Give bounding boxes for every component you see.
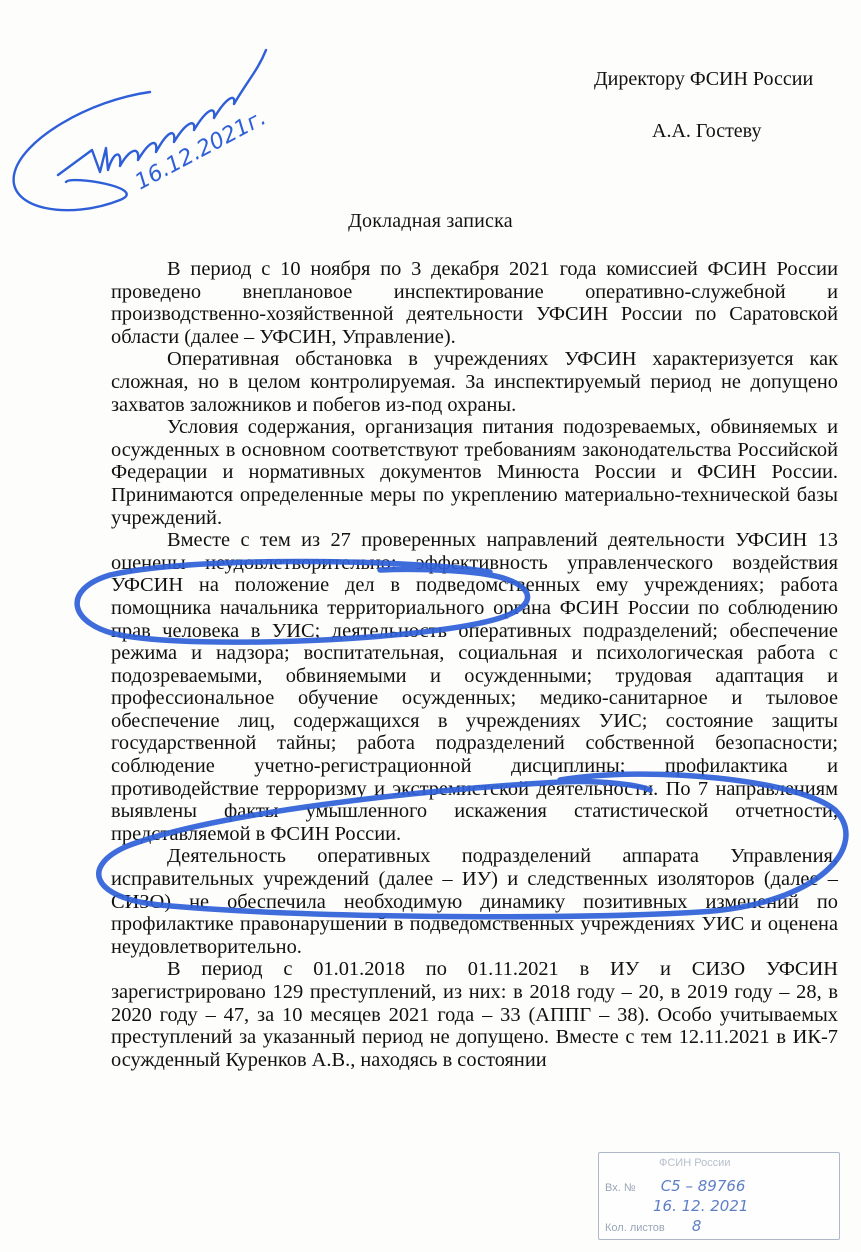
stamp-sheets-value: 8 <box>691 1217 702 1235</box>
paragraph-5: Деятельность оперативных подразделений аппарата Управления, исправительных учреждений (далее – ИУ) и следственных изоляторов (далее – СИЗО) не обеспечила необходимую динамику позитивных изменений по профилактике правонарушений в подведомственных учреждениях УИС и оценена неудовлетворительно. <box>111 845 838 958</box>
resolution-signature-icon <box>14 50 266 210</box>
stamp-in-number: С5 – 89766 <box>660 1177 746 1195</box>
resolution-date: 16.12.2021г. <box>131 105 271 196</box>
stamp-org: ФСИН России <box>659 1157 731 1169</box>
stamp-sheets-label: Кол. листов <box>605 1222 665 1234</box>
stamp-row-number <box>605 1177 745 1195</box>
registration-stamp <box>598 1152 840 1240</box>
stamp-row-sheets <box>605 1217 701 1235</box>
paragraph-6: В период с 01.01.2018 по 01.11.2021 в ИУ и СИЗО УФСИН зарегистрировано 129 преступлений, из них: в 2018 году – 20, в 2019 году – 28, в 2020 году – 47, за 10 месяцев 2021 года – 33 (АППГ – 38). Особо учитываемых преступлений за указанный период не допущено. Вместе с тем 12.11.2021 в ИК-7 осужденный Куренков А.В., находясь в состоянии <box>111 958 838 1071</box>
document-body <box>111 258 838 1071</box>
paragraph-1: В период с 10 ноября по 3 декабря 2021 года комиссией ФСИН России проведено внеплановое инспектирование оперативно-служебной и производственно-хозяйственной деятельности УФСИН России по Саратовской области (далее – УФСИН, Управление). <box>111 258 838 348</box>
stamp-row-date <box>653 1197 748 1215</box>
stamp-in-label: Вх. № <box>605 1182 636 1194</box>
paragraph-2: Оперативная обстановка в учреждениях УФСИН характеризуется как сложная, но в целом контролируемая. За инспектируемый период не допущено захватов заложников и побегов из-под охраны. <box>111 348 838 416</box>
stamp-date-value: 16. 12. 2021 <box>653 1197 749 1215</box>
paragraph-4: Вместе с тем из 27 проверенных направлений деятельности УФСИН 13 оценены неудовлетворительно: эффективность управленческого воздействия УФСИН на положение дел в подведомственных ему учреждениях; работа помощника начальника территориального органа ФСИН России по соблюдению прав человека в УИС; деятельность оперативных подразделений; обеспечение режима и надзора; воспитательная, социальная и психологическая работа с подозреваемыми, обвиняемыми и осужденными; трудовая адаптация и профессиональное обучение осужденных; медико-санитарное и тыловое обеспечение лиц, содержащихся в учреждениях УИС; состояние защиты государственной тайны; работа подразделений собственной безопасности; соблюдение учетно-регистрационной дисциплины; профилактика и противодействие терроризму и экстремистской деятельности. По 7 направлениям выявлены факты умышленного искажения статистической отчетности, представляемой в ФСИН России. <box>111 529 838 845</box>
document-title: Докладная записка <box>348 210 513 232</box>
addressee-name: А.А. Гостеву <box>652 120 762 142</box>
paragraph-3: Условия содержания, организация питания подозреваемых, обвиняемых и осужденных в основном соответствуют требованиям законодательства Российской Федерации и нормативных документов Минюста России и ФСИН России. Принимаются определенные меры по укреплению материально-технической базы учреждений. <box>111 416 838 529</box>
addressee-position: Директору ФСИН России <box>594 68 814 90</box>
